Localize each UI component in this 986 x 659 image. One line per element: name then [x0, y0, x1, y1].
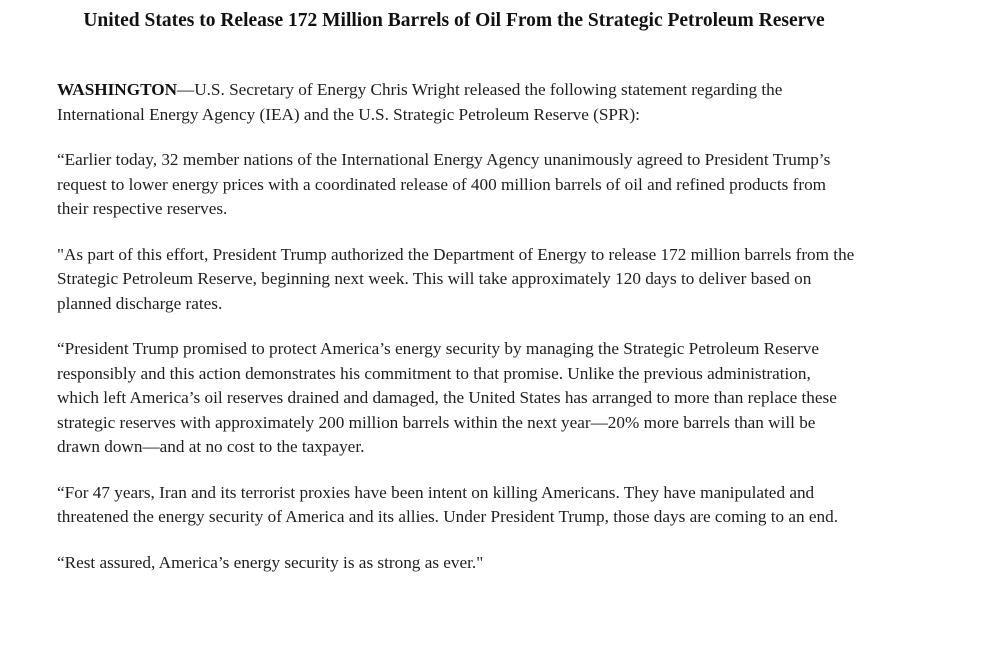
statement-paragraph-1: “Earlier today, 32 member nations of the International Energy Agency unanimously agreed to President Trump’s request to lower energy prices with a coordinated release of 400 million barrels of oil and refined products from their respective reserves. — [57, 150, 831, 218]
statement-paragraph-2: "As part of this effort, President Trump authorized the Department of Energy to release 172 million barrels from the Strategic Petroleum Reserve, beginning next week. This will take approximately 120 days to deliver based on planned discharge rates. — [57, 244, 855, 313]
dateline: WASHINGTON — [57, 80, 178, 99]
statement-paragraph-5: “Rest assured, America’s energy security is as strong as ever." — [57, 552, 484, 572]
statement-paragraph-3: “President Trump promised to protect America’s energy security by managing the Strategic Petroleum Reserve responsibly and this action demonstrates his commitment to that promise. Unlike the previous administration, which left America’s oil reserves drained and damaged, the United States has arranged to more than replace these strategic reserves with approximately 200 million barrels within the next year—20% more barrels than will be drawn down—and at no cost to the taxpayer. — [57, 339, 837, 456]
intro-paragraph — [57, 78, 857, 127]
intro-text: —U.S. Secretary of Energy Chris Wright released the following statement regarding the International Energy Agency (IEA) and the U.S. Strategic Petroleum Reserve (SPR): — [57, 80, 783, 124]
statement-paragraph-4: “For 47 years, Iran and its terrorist proxies have been intent on killing Americans. They have manipulated and threatened the energy security of America and its allies. Under President Trump, those days are coming to an end. — [57, 482, 839, 526]
press-release-body — [57, 78, 857, 596]
press-release-title: United States to Release 172 Million Barrels of Oil From the Strategic Petroleum Reserve — [83, 10, 825, 31]
